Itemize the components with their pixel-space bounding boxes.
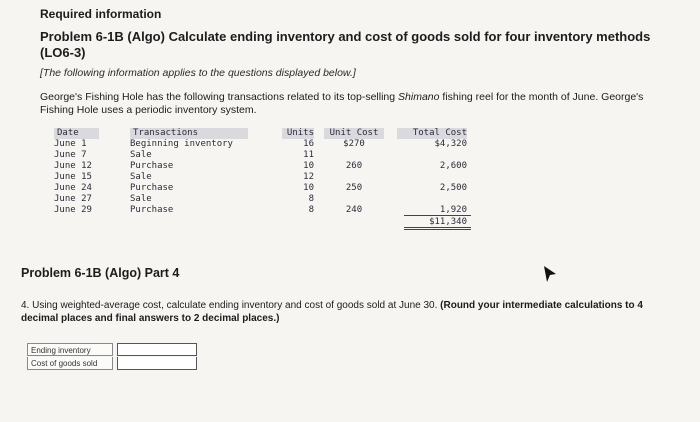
total-cost-cell: 2,600	[439, 161, 467, 171]
transaction-cell: Sale	[130, 194, 152, 204]
ending-inventory-input[interactable]	[117, 343, 197, 356]
description-text-2: fishing reel for the month of June. George's Fishing Hole uses a periodic inventory system.	[40, 91, 644, 116]
cogs-label: Cost of goods sold	[27, 357, 113, 370]
transaction-cell: Purchase	[130, 183, 174, 193]
unit-cost-cell: $270	[343, 139, 365, 149]
unit-cost-cell: 240	[345, 205, 363, 215]
brand-name: Shimano	[398, 91, 440, 103]
cogs-input[interactable]	[117, 357, 197, 370]
unit-cost-header: Unit Cost	[324, 128, 384, 139]
units-cell: 11	[303, 150, 314, 160]
subtotal-underline	[404, 215, 471, 216]
ending-inventory-label: Ending inventory	[27, 343, 113, 356]
total-cost-cell	[397, 194, 467, 205]
transactions-header: Transactions	[130, 128, 248, 139]
unit-cost-cell	[324, 150, 384, 161]
total-cost-cell	[397, 172, 467, 183]
question-4	[21, 300, 681, 325]
date-column	[54, 128, 99, 216]
units-cell: 8	[308, 205, 314, 215]
date-cell: June 1	[54, 139, 87, 149]
unit-cost-cell	[324, 194, 384, 205]
answer-table	[27, 343, 197, 371]
transaction-cell: Sale	[130, 150, 152, 160]
total-cost-column	[397, 128, 467, 228]
date-cell: June 29	[54, 205, 92, 215]
problem-title: Problem 6-1B (Algo) Calculate ending inventory and cost of goods sold for four inventory methods (LO6-3)	[40, 29, 651, 60]
transaction-cell: Beginning inventory	[130, 139, 233, 149]
total-cost-cell: 1,920	[439, 205, 467, 215]
units-cell: 8	[308, 194, 314, 204]
transactions-column	[130, 128, 248, 216]
date-cell: June 12	[54, 161, 92, 171]
part-title: Problem 6-1B (Algo) Part 4	[21, 266, 180, 280]
date-cell: June 27	[54, 194, 92, 204]
units-cell: 16	[303, 139, 314, 149]
required-information-heading: Required information	[40, 7, 162, 21]
ending-inventory-row	[27, 343, 197, 357]
transaction-cell: Purchase	[130, 205, 174, 215]
cogs-row	[27, 357, 197, 371]
date-cell: June 15	[54, 172, 92, 182]
unit-cost-cell: 250	[345, 183, 363, 193]
total-double-underline-2	[404, 229, 471, 230]
total-double-underline-1	[404, 227, 471, 228]
unit-cost-cell: 260	[345, 161, 363, 171]
transaction-cell: Purchase	[130, 161, 174, 171]
date-header: Date	[54, 128, 99, 139]
units-cell: 12	[303, 172, 314, 182]
date-cell: June 24	[54, 183, 92, 193]
units-cell: 10	[303, 161, 314, 171]
intro-note: [The following information applies to the questions displayed below.]	[40, 67, 356, 79]
rounding-instruction: (Round your intermediate calculations to 4 decimal places and final answers to 2 decimal places.)	[21, 300, 643, 324]
description-text-1: George's Fishing Hole has the following transactions related to its top-selling	[40, 91, 399, 103]
unit-cost-column	[324, 128, 384, 216]
total-cost-cell: $4,320	[434, 139, 467, 149]
date-cell: June 7	[54, 150, 87, 160]
grand-total-cell: $11,340	[429, 217, 467, 227]
units-header: Units	[282, 128, 314, 139]
units-cell: 10	[303, 183, 314, 193]
units-column	[282, 128, 314, 216]
unit-cost-cell	[324, 172, 384, 183]
transactions-table	[54, 128, 476, 238]
problem-description	[40, 91, 680, 116]
total-cost-header: Total Cost	[397, 128, 467, 139]
transaction-cell: Sale	[130, 172, 152, 182]
question-text: 4. Using weighted-average cost, calculate ending inventory and cost of goods sold at June 30.	[21, 300, 441, 311]
arrow-cursor-icon	[542, 265, 558, 283]
total-cost-cell	[397, 150, 467, 161]
total-cost-cell: 2,500	[439, 183, 467, 193]
